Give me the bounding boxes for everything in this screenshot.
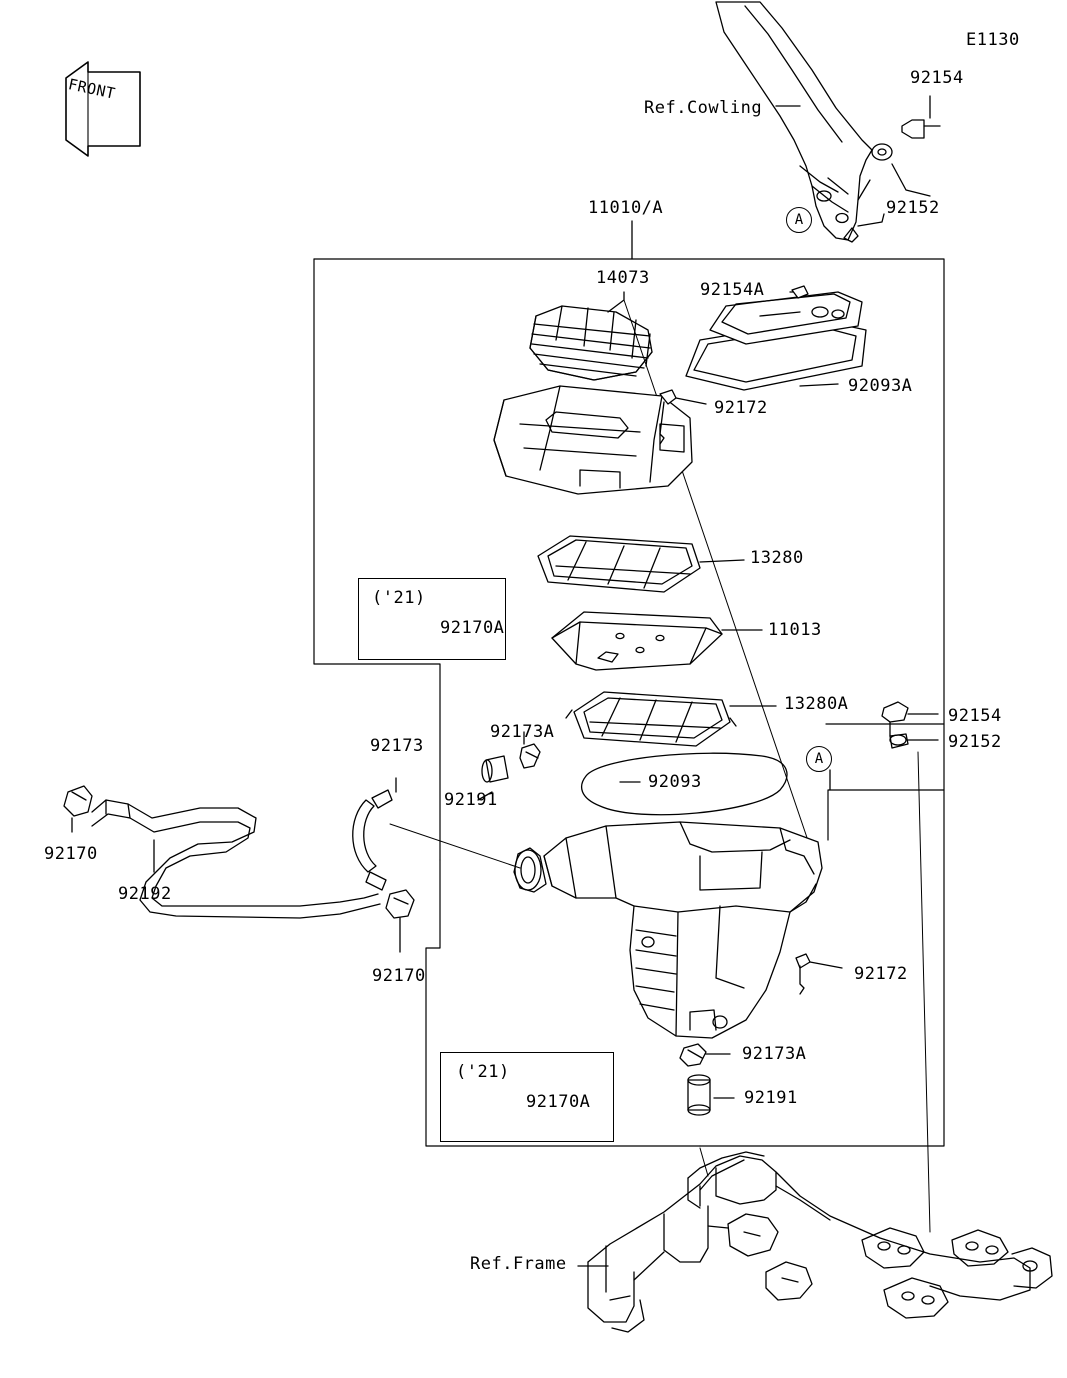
part-92154-top: 92154 [910, 68, 964, 88]
leader-assembly-frame [700, 1148, 708, 1176]
ref-frame-label: Ref.Frame [470, 1254, 567, 1274]
leader-a-top [858, 214, 884, 226]
part-92191-upper: 92191 [444, 790, 498, 810]
intake-boot-art [514, 848, 546, 892]
front-arrow-label: FRONT [66, 75, 118, 103]
part-92173a-upper-art [520, 744, 540, 768]
leader-92172-lower [810, 962, 842, 968]
part-13280a-art [566, 692, 736, 746]
part-92172-lower: 92172 [854, 964, 908, 984]
part-92191-lower: 92191 [744, 1088, 798, 1108]
part-11010a: 11010/A [588, 198, 664, 218]
front-arrow-label-group [66, 75, 146, 156]
part-92170-left: 92170 [44, 844, 98, 864]
part-11013: 11013 [768, 620, 822, 640]
part-92152-top: 92152 [886, 198, 940, 218]
part-92154a: 92154A [700, 280, 765, 300]
part-92172-upper: 92172 [714, 398, 768, 418]
part-13280a: 13280A [784, 694, 849, 714]
clamp-92173-art [353, 790, 392, 890]
callout-a-top: A [786, 207, 812, 233]
washer-92152-mid-art [890, 734, 908, 748]
part-92154-mid: 92154 [948, 706, 1002, 726]
clamp-92170-left-art [64, 786, 92, 816]
screw-92172-lower-art [796, 954, 810, 994]
part-92192: 92192 [118, 884, 172, 904]
part-92152-mid: 92152 [948, 732, 1002, 752]
bolt-92154-top-art [902, 120, 940, 138]
part-92173a-lower: 92173A [742, 1044, 807, 1064]
leader-92172-upper [676, 398, 706, 404]
part-92191-upper-art [482, 756, 508, 782]
ref-frame-art [588, 1152, 1052, 1332]
part-92173: 92173 [370, 736, 424, 756]
leader-a-frame [918, 752, 930, 1232]
cowling-bracket-art [716, 2, 872, 242]
part-92191-lower-art [688, 1075, 710, 1115]
callout-a-mid: A [806, 746, 832, 772]
ref-cowling-label: Ref.Cowling [644, 98, 763, 118]
part-92170-lower: 92170 [372, 966, 426, 986]
leader-92173 [390, 824, 520, 868]
part-14073: 14073 [596, 268, 650, 288]
variant-year-lower: ('21) [456, 1062, 510, 1082]
part-92093: 92093 [648, 772, 702, 792]
clamp-92170-lower-art [386, 890, 414, 918]
part-92173a-upper: 92173A [490, 722, 555, 742]
part-13280: 13280 [750, 548, 804, 568]
part-11013-art [552, 612, 722, 670]
part-92093a: 92093A [848, 376, 913, 396]
variant-part-lower: 92170A [526, 1092, 591, 1112]
diagram-code: E1130 [966, 30, 1020, 50]
airbox-body-art [544, 822, 822, 1038]
leader-92093a [800, 384, 838, 386]
variant-part-upper: 92170A [440, 618, 505, 638]
part-92173a-lower-art [680, 1044, 706, 1066]
leader-92152-top [892, 164, 930, 196]
part-14073-art [530, 306, 652, 380]
leader-13280 [700, 560, 744, 562]
washer-92152-top-art [872, 144, 892, 160]
variant-year-upper: ('21) [372, 588, 426, 608]
part-13280-art [538, 536, 700, 592]
bolt-92154-mid-art [882, 702, 908, 736]
leader-14073 [608, 292, 624, 312]
